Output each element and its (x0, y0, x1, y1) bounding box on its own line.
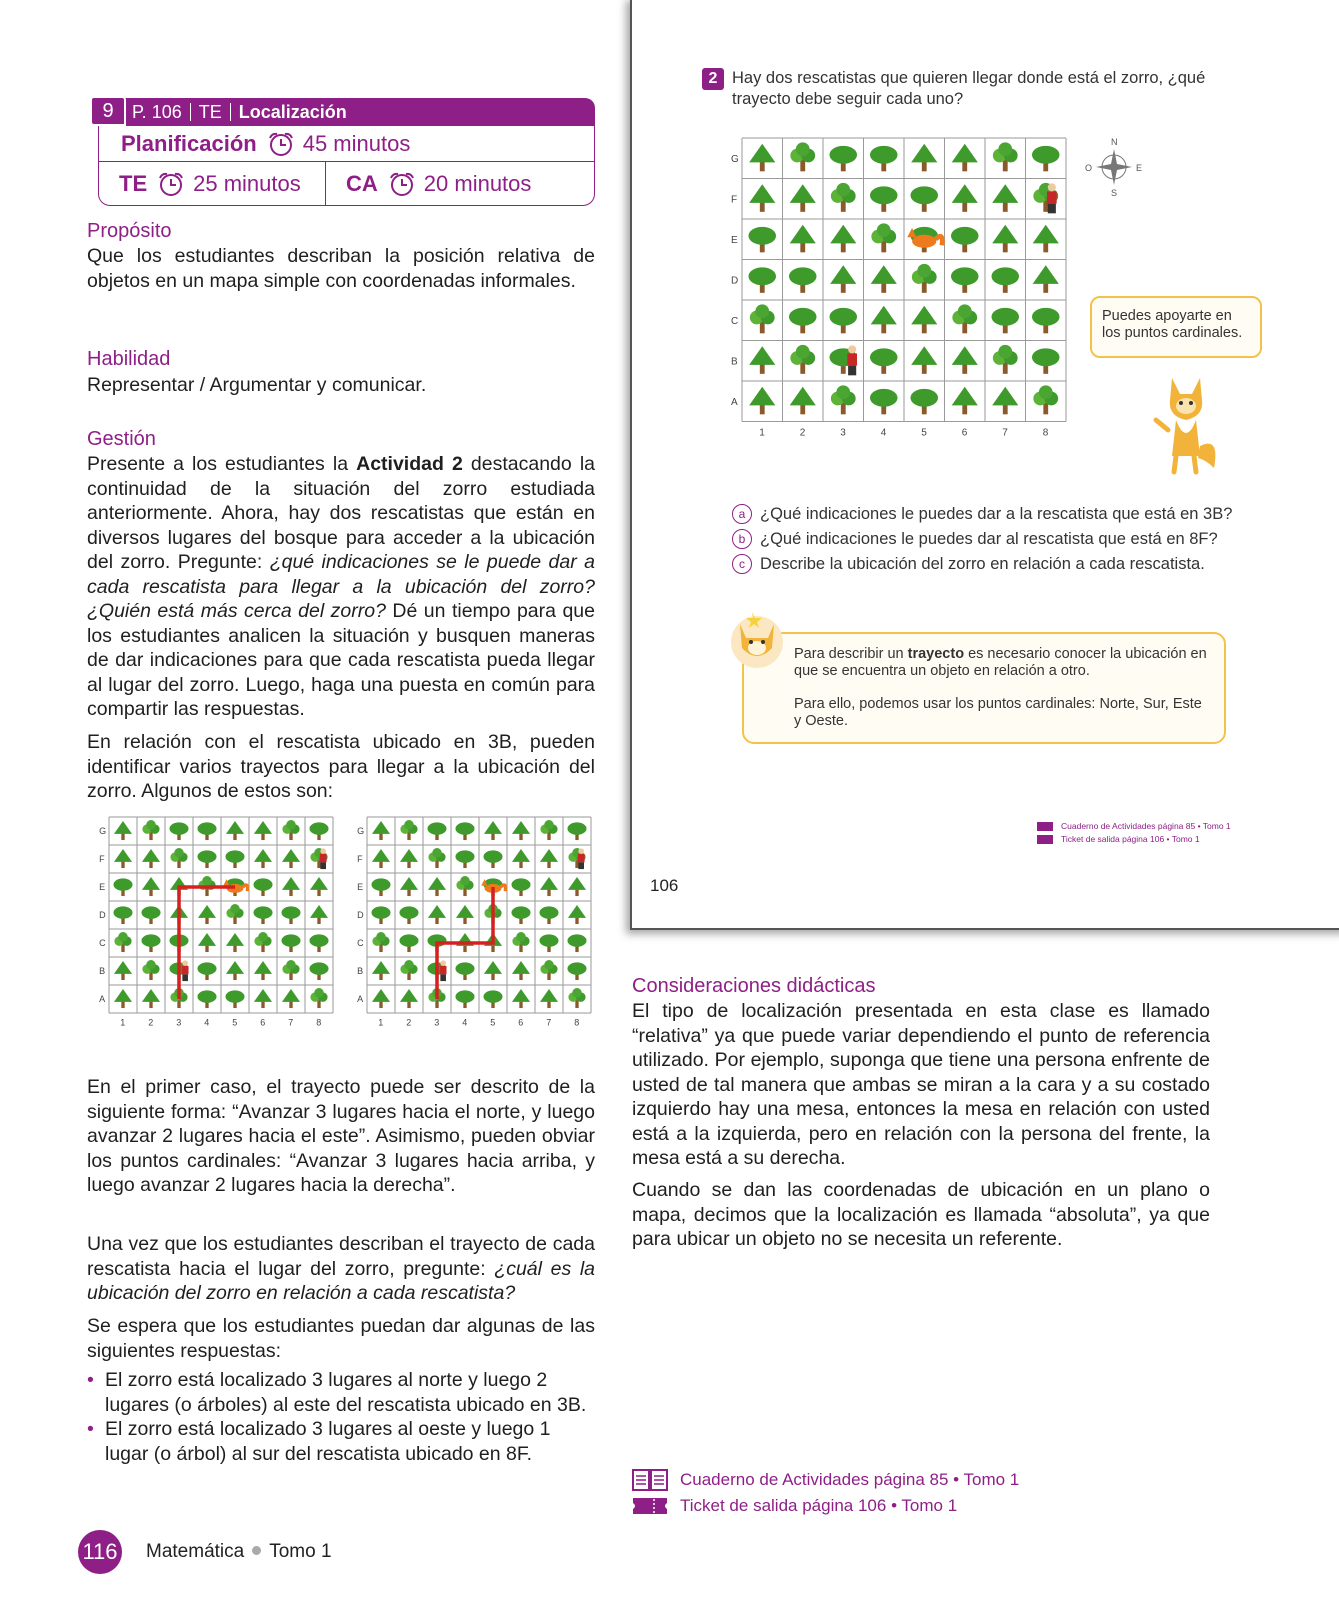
tree-icon (831, 385, 856, 414)
tree-icon (400, 989, 418, 1008)
subject: Matemática (146, 1541, 245, 1562)
info-box (742, 632, 1226, 744)
fox-character-icon (1142, 376, 1222, 476)
col-label: 7 (546, 1017, 552, 1028)
notebook-icon (1037, 822, 1053, 831)
tree-icon (456, 876, 473, 896)
tree-icon (539, 934, 558, 952)
habilidad-title: Habilidad (87, 348, 171, 370)
sub-question-text: Describe la ubicación del zorro en relación a cada rescatista. (760, 554, 1205, 573)
tree-icon (226, 904, 243, 924)
book-page-number: 106 (650, 876, 679, 895)
tree-icon (282, 849, 300, 868)
row-label: C (731, 315, 739, 327)
tree-icon (114, 932, 131, 952)
resource-ticket[interactable] (632, 1493, 1019, 1519)
tree-icon (992, 184, 1018, 212)
row-label: A (99, 994, 106, 1005)
tree-icon (540, 849, 558, 868)
tree-icon (198, 933, 216, 952)
tree-icon (512, 821, 530, 840)
rescuer-icon (578, 848, 585, 869)
tree-icon (484, 821, 502, 840)
row-label: A (731, 396, 738, 408)
tree-icon (254, 821, 272, 840)
tree-icon (993, 142, 1018, 171)
row-label: F (99, 854, 105, 865)
tree-icon (540, 960, 557, 980)
rescuer-icon (440, 960, 447, 981)
sub-question-letter: b (732, 529, 752, 549)
route-path (437, 887, 493, 999)
tree-icon (992, 225, 1018, 253)
row-label: D (731, 275, 739, 287)
planning-row (99, 126, 594, 162)
tree-icon (141, 906, 160, 924)
book-ref-notebook (1037, 820, 1231, 833)
tree-icon (225, 990, 244, 1008)
tree-icon (567, 934, 586, 952)
tree-icon (483, 990, 502, 1008)
tree-icon (910, 389, 938, 414)
tree-icon (455, 850, 474, 868)
forest-grid-map (730, 136, 1082, 492)
path-map-example-2 (355, 815, 603, 1053)
row-label: B (99, 966, 106, 977)
col-label: 1 (759, 427, 765, 439)
row-label: C (357, 938, 364, 949)
list-item: • El zorro está localizado 3 lugares al oeste y luego 1 lugar (o árbol) al sur del rescatista ubicado en 8F. (87, 1417, 595, 1466)
tree-icon (114, 961, 132, 980)
tree-icon (870, 348, 898, 373)
tree-icon (871, 306, 897, 334)
tree-icon (749, 184, 775, 212)
tree-icon (142, 989, 160, 1008)
tree-icon (309, 962, 328, 980)
col-label: 3 (434, 1017, 440, 1028)
row-label: D (357, 910, 364, 921)
tree-icon (991, 267, 1019, 292)
book-ref-ticket (1037, 833, 1231, 846)
col-label: 6 (260, 1017, 266, 1028)
info-paragraph-2: Para ello, podemos usar los puntos cardinales: Norte, Sur, Este y Oeste. (794, 696, 1202, 729)
tree-icon (567, 822, 586, 840)
tree-icon (871, 223, 896, 252)
tree-icon (1033, 225, 1059, 253)
tree-icon (952, 184, 978, 212)
te-time-cell (99, 162, 326, 206)
text-span: destacando la continuidad de la situación del zorro estudiada anteriormente. Ahora, hay dos rescatistas que están en diversos lugares del bosque para acceder a la ubicación del zorro. Pregunte: (87, 453, 595, 573)
tree-icon (912, 264, 937, 293)
fox-head-icon (728, 608, 786, 670)
tree-icon (829, 146, 857, 171)
col-label: 5 (490, 1017, 496, 1028)
tree-icon (540, 877, 558, 896)
question-text: ¿cuál es la ubicación del zorro en relación a cada rescatista? (87, 1257, 595, 1304)
tree-icon (282, 877, 300, 896)
resource-text: Cuaderno de Actividades página 85 • Tomo 1 (680, 1470, 1020, 1489)
tree-icon (512, 849, 530, 868)
sub-question-b (732, 529, 1218, 549)
lesson-bar (124, 98, 595, 126)
tree-icon (790, 225, 816, 253)
text-span: Para describir un (794, 646, 908, 662)
habilidad-text: Representar / Argumentar y comunicar. (87, 374, 427, 396)
tree-icon (748, 267, 776, 292)
tree-icon (226, 961, 244, 980)
dot-separator (252, 1546, 261, 1555)
tree-icon (540, 989, 558, 1008)
planning-time: 45 minutos (302, 130, 411, 156)
rescuer-icon (320, 848, 327, 869)
tree-icon (870, 389, 898, 414)
consideraciones-title: Consideraciones didácticas (632, 975, 876, 997)
gestion-paragraph-2: En relación con el rescatista ubicado en 3B, pueden identificar varios trayectos para llegar a la ubicación del zorro. Algunos de estos son: (87, 731, 595, 802)
proposito-text: Que los estudiantes describan la posición relativa de objetos en un mapa simple con coordenadas informales. (87, 245, 595, 292)
tree-icon (993, 345, 1018, 374)
tree-icon (371, 906, 390, 924)
tree-icon (455, 990, 474, 1008)
proposito-title: Propósito (87, 220, 172, 242)
tree-icon (282, 820, 299, 840)
tree-icon (830, 225, 856, 253)
tree-icon (749, 346, 775, 374)
tree-icon (114, 989, 132, 1008)
tree-icon (910, 186, 938, 211)
tree-icon (170, 848, 187, 868)
tree-icon (992, 387, 1018, 415)
gestion-title: Gestión (87, 428, 156, 450)
answer-list (87, 1368, 595, 1466)
tree-icon (197, 822, 216, 840)
planning-label: Planificación (121, 130, 257, 156)
tree-icon (540, 820, 557, 840)
rescuer-icon (182, 960, 189, 981)
tree-icon (282, 989, 300, 1008)
activity-ref: Actividad 2 (356, 453, 463, 475)
tree-icon (790, 142, 815, 171)
te-label: TE (119, 171, 148, 196)
te-tag: TE (198, 101, 222, 122)
text-span: Una vez que los estudiantes describan el trayecto de cada rescatista hacia el lugar del zorro, pregunte: (87, 1233, 595, 1280)
tree-icon (1033, 265, 1059, 293)
tree-icon (831, 183, 856, 212)
text-span: Presente a los estudiantes la (87, 453, 357, 475)
col-label: 2 (799, 427, 806, 439)
row-label: F (731, 194, 738, 206)
alarm-clock-icon (267, 131, 295, 157)
col-label: 4 (204, 1017, 210, 1028)
alarm-clock-icon (388, 171, 416, 197)
page-number: 116 (78, 1530, 122, 1574)
tree-icon (253, 906, 272, 924)
tree-icon (455, 822, 474, 840)
col-label: 3 (840, 427, 846, 439)
te-time: 25 minutos (193, 171, 301, 196)
question-text: Hay dos rescatistas que quieren llegar donde está el zorro, ¿qué trayecto debe seguir cada uno? (732, 69, 1206, 108)
lesson-header (90, 96, 595, 208)
info-paragraph-1 (794, 646, 1212, 680)
tree-icon (372, 989, 390, 1008)
hint-bubble: Puedes apoyarte en los puntos cardinales. (1090, 296, 1262, 358)
rescuer-icon (1047, 183, 1057, 213)
tree-icon (790, 184, 816, 212)
tree-icon (484, 961, 502, 980)
col-label: 1 (120, 1017, 126, 1028)
tree-icon (310, 905, 328, 924)
time-split-row (99, 162, 594, 206)
tree-icon (1032, 348, 1060, 373)
compass-o: O (1085, 163, 1093, 173)
row-label: G (731, 153, 739, 165)
col-label: 7 (1002, 427, 1008, 439)
tree-icon (114, 849, 132, 868)
tree-icon (372, 932, 389, 952)
tree-icon (512, 932, 529, 952)
footer-subject (146, 1541, 332, 1563)
col-label: 8 (574, 1017, 580, 1028)
tree-icon (789, 267, 817, 292)
tree-icon (428, 877, 446, 896)
row-label: F (357, 854, 363, 865)
sub-question-letter: a (732, 504, 752, 524)
tree-icon (790, 387, 816, 415)
row-label: C (99, 938, 106, 949)
tree-icon (871, 265, 897, 293)
lesson-topic: Localización (238, 101, 347, 122)
tree-icon (142, 849, 160, 868)
col-label: 4 (462, 1017, 468, 1028)
ticket-icon (1037, 835, 1053, 844)
tree-icon (952, 304, 977, 333)
tree-icon (456, 905, 474, 924)
list-item: • El zorro está localizado 3 lugares al norte y luego 2 lugares (o árboles) al este del rescatista ubicado en 3B. (87, 1368, 595, 1417)
tree-icon (952, 346, 978, 374)
tree-icon (254, 849, 272, 868)
col-label: 4 (880, 427, 887, 439)
tree-icon (372, 961, 390, 980)
tree-icon (539, 906, 558, 924)
tree-icon (512, 989, 530, 1008)
tree-icon (169, 822, 188, 840)
tree-icon (427, 822, 446, 840)
tree-icon (309, 934, 328, 952)
consideraciones-paragraph-1: El tipo de localización presentada en esta clase es llamado “relativa” ya que puede variar dependiendo el punto de referencia utilizado. Por ejemplo, suponga que tiene una persona enfrente de usted de tal manera que ambas se miran a la cara y a su costado izquierdo hay una mesa, entonces la mesa en relación con usted está a la izquierda, pero en relación con la persona del frente, la mesa está a su derecha. (632, 1000, 1210, 1169)
row-label: B (731, 356, 738, 368)
tree-icon (142, 877, 160, 896)
question-number: 2 (702, 68, 724, 90)
tree-icon (789, 308, 817, 333)
question-text: ¿qué indicaciones se le puede dar a cada rescatista para llegar a la ubicación del zorro? ¿Quién está más cerca del zorro? (87, 551, 595, 622)
tree-icon (1032, 146, 1060, 171)
sub-question-c (732, 554, 1205, 574)
ref-text: Ticket de salida página 106 • Tomo 1 (1061, 834, 1200, 844)
tree-icon (142, 820, 159, 840)
tree-icon (400, 877, 418, 896)
tree-icon (371, 878, 390, 896)
gestion-paragraph-5: Se espera que los estudiantes puedan dar algunas de las siguientes respuestas: (87, 1315, 595, 1362)
row-label: G (99, 826, 107, 837)
tree-icon (951, 227, 979, 252)
tree-icon (310, 988, 327, 1008)
sub-question-text: ¿Qué indicaciones le puedes dar al rescatista que está en 8F? (760, 529, 1218, 548)
tree-icon (142, 960, 159, 980)
col-label: 5 (921, 427, 927, 439)
path-map-example-1 (97, 815, 345, 1053)
gestion-paragraph-4 (87, 1232, 595, 1306)
col-label: 3 (176, 1017, 182, 1028)
row-label: E (731, 234, 738, 246)
planning-box (98, 126, 595, 206)
tree-icon (1033, 385, 1058, 414)
tree-icon (829, 308, 857, 333)
tree-icon (568, 877, 586, 896)
compass-e: E (1136, 163, 1143, 173)
tree-icon (951, 267, 979, 292)
separator (230, 103, 231, 121)
tree-icon (568, 905, 586, 924)
row-label: E (357, 882, 364, 893)
tree-icon (113, 906, 132, 924)
compass-rose-icon (1084, 136, 1144, 198)
tree-icon (141, 934, 160, 952)
tree-icon (428, 848, 445, 868)
tree-icon (567, 962, 586, 980)
sub-question-letter: c (732, 554, 752, 574)
tree-icon (225, 850, 244, 868)
separator (190, 103, 191, 121)
tree-icon (790, 345, 815, 374)
col-label: 6 (518, 1017, 524, 1028)
tree-icon (197, 990, 216, 1008)
consideraciones-paragraph-2: Cuando se dan las coordenadas de ubicación en un plano o mapa, decimos que la localización es llamada “absoluta”, ya que para ubicar un objeto no se necesita un referente. (632, 1179, 1210, 1250)
gestion-paragraph-3: En el primer caso, el trayecto puede ser descrito de la siguiente forma: “Avanzar 3 lugares hacia el norte, y luego avanzar 2 lugares hacia el este”. Asimismo, pueden obviar los puntos cardinales: “Avanzar 3 lugares hacia arriba, y luego avanzar 2 lugares hacia la derecha”. (87, 1076, 595, 1196)
tree-icon (226, 933, 244, 952)
tree-icon (483, 850, 502, 868)
tree-icon (512, 961, 530, 980)
text-span: Dé un tiempo para que los estudiantes analicen la situación y busquen maneras de dar indicaciones para que cada rescatista pueda llegar al lugar del zorro. Luego, haga una puesta en común para compartir las respuestas. (87, 600, 595, 720)
lesson-number: 9 (90, 96, 126, 126)
tree-icon (749, 387, 775, 415)
tree-icon (748, 227, 776, 252)
volume: Tomo 1 (269, 1541, 332, 1562)
tree-icon (310, 877, 328, 896)
tree-icon (911, 346, 937, 374)
textbook-page (630, 0, 1339, 930)
tree-icon (911, 306, 937, 334)
tree-icon (226, 821, 244, 840)
tree-icon (952, 144, 978, 172)
sub-question-text: ¿Qué indicaciones le puedes dar a la rescatista que está en 3B? (760, 504, 1233, 523)
tree-icon (830, 265, 856, 293)
tree-icon (428, 905, 446, 924)
page-footer (78, 1530, 332, 1574)
row-label: B (357, 966, 364, 977)
tree-icon (400, 960, 417, 980)
tree-icon (253, 878, 272, 896)
tree-icon (114, 821, 132, 840)
tree-icon (254, 961, 272, 980)
tree-icon (372, 849, 390, 868)
col-label: 8 (1042, 427, 1049, 439)
sub-question-a (732, 504, 1232, 524)
col-label: 6 (961, 427, 968, 439)
row-label: A (357, 994, 364, 1005)
resource-notebook[interactable] (632, 1467, 1019, 1493)
tree-icon (254, 932, 271, 952)
notebook-icon (632, 1468, 668, 1492)
tree-icon (372, 821, 390, 840)
row-label: D (99, 910, 106, 921)
rescuer-icon (847, 345, 857, 375)
tree-icon (455, 962, 474, 980)
tree-icon (282, 960, 299, 980)
book-references (1037, 820, 1231, 846)
ticket-icon (632, 1497, 668, 1515)
tree-icon (400, 820, 417, 840)
col-label: 5 (232, 1017, 238, 1028)
compass-n: N (1111, 137, 1118, 147)
tree-icon (952, 387, 978, 415)
tree-icon (1032, 308, 1060, 333)
tree-icon (309, 822, 328, 840)
ca-label: CA (346, 171, 378, 196)
tree-icon (400, 849, 418, 868)
ref-text: Cuaderno de Actividades página 85 • Tomo 1 (1061, 821, 1231, 831)
text-span: es necesario conocer la ubicación en que se encuentra un objeto en relación a otro. (794, 646, 1207, 679)
alarm-clock-icon (157, 171, 185, 197)
tree-icon (113, 878, 132, 896)
col-label: 1 (378, 1017, 384, 1028)
tree-icon (281, 934, 300, 952)
ca-time: 20 minutos (423, 171, 532, 196)
col-label: 2 (406, 1017, 412, 1028)
ca-time-cell (326, 162, 531, 206)
tree-icon (198, 905, 216, 924)
tree-icon (254, 989, 272, 1008)
row-label: G (357, 826, 365, 837)
tree-icon (870, 146, 898, 171)
resource-links (632, 1467, 1019, 1519)
tree-icon (511, 906, 530, 924)
compass-s: S (1111, 188, 1118, 198)
tree-icon (911, 144, 937, 172)
row-label: E (99, 882, 106, 893)
keyword: trayecto (907, 646, 965, 662)
tree-icon (750, 304, 775, 333)
tree-icon (568, 988, 585, 1008)
col-label: 2 (148, 1017, 154, 1028)
col-label: 7 (288, 1017, 294, 1028)
tree-icon (991, 308, 1019, 333)
tree-icon (749, 144, 775, 172)
resource-text: Ticket de salida página 106 • Tomo 1 (680, 1496, 958, 1515)
col-label: 8 (316, 1017, 322, 1028)
tree-icon (197, 962, 216, 980)
tree-icon (197, 850, 216, 868)
gestion-paragraph-1 (87, 452, 595, 722)
tree-icon (511, 878, 530, 896)
tree-icon (399, 906, 418, 924)
tree-icon (281, 906, 300, 924)
tree-icon (399, 934, 418, 952)
tree-icon (870, 186, 898, 211)
page-ref: P. 106 (132, 101, 182, 122)
